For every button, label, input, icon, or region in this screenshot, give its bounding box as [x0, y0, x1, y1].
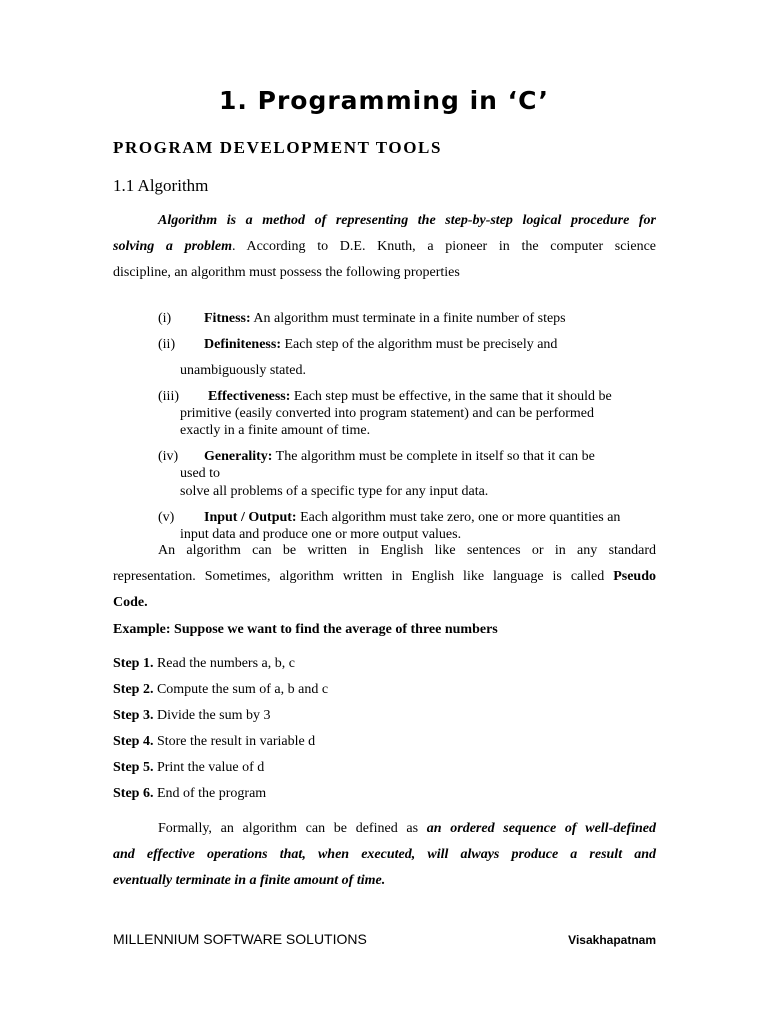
step-item — [113, 760, 264, 776]
formal-lead: Formally, an algorithm can be defined as — [158, 821, 419, 836]
step-label: Step 2. — [113, 682, 154, 697]
step-item — [113, 786, 266, 802]
property-text-continued: input data and produce one or more output values. — [180, 527, 462, 542]
step-label: Step 3. — [113, 708, 154, 723]
list-number: (iii) — [158, 389, 179, 404]
step-text: Divide the sum by 3 — [156, 708, 271, 723]
list-number: (i) — [158, 311, 172, 326]
property-text-continued: solve all problems of a specific type for any input data. — [180, 484, 489, 499]
property-text: Each algorithm must take zero, one or more quantities an — [300, 510, 621, 525]
step-item — [113, 682, 328, 698]
formal-line-1 — [113, 816, 656, 842]
property-text-continued: used to — [180, 466, 221, 481]
property-term: Generality: — [204, 449, 273, 464]
property-term: Effectiveness: — [208, 389, 291, 404]
property-term: Fitness: — [204, 311, 251, 326]
formal-line-2: and effective operations that, when executed, will always produce a result and — [113, 847, 656, 862]
knuth-text: . According to D.E. Knuth, a pioneer in the computer science — [232, 239, 657, 254]
property-text: Each step of the algorithm must be precisely and — [284, 337, 558, 352]
pseudo-line-1: An algorithm can be written in English like sentences or in any standard — [158, 543, 656, 558]
step-text: Compute the sum of a, b and c — [156, 682, 329, 697]
step-text: Read the numbers a, b, c — [156, 656, 295, 671]
step-text: Print the value of d — [156, 760, 265, 775]
property-text: Each step must be effective, in the same that it should be — [293, 389, 612, 404]
solving-a-problem-emphasis: solving a problem — [113, 239, 233, 254]
pseudo-line-2 — [113, 564, 656, 590]
list-number: (v) — [158, 510, 175, 525]
property-text-continued: exactly in a finite amount of time. — [180, 423, 371, 438]
step-label: Step 4. — [113, 734, 154, 749]
intro-line-1 — [113, 208, 656, 234]
property-text-continued: primitive (easily converted into program statement) and can be performed — [180, 406, 595, 421]
step-item — [113, 656, 295, 672]
pseudo-text: representation. Sometimes, algorithm written in English like language is called — [113, 569, 605, 584]
step-label: Step 1. — [113, 656, 154, 671]
step-item — [113, 734, 315, 750]
footer-company: MILLENNIUM SOFTWARE SOLUTIONS — [113, 931, 367, 947]
property-text: An algorithm must terminate in a finite number of steps — [253, 311, 566, 326]
pseudo-term: Pseudo — [613, 569, 657, 584]
property-text: The algorithm must be complete in itself so that it can be — [275, 449, 595, 464]
example-heading: Example: Suppose we want to find the average of three numbers — [113, 622, 498, 637]
subsection-heading: 1.1 Algorithm — [113, 176, 209, 195]
property-term: Definiteness: — [204, 337, 281, 352]
step-label: Step 5. — [113, 760, 154, 775]
step-text: Store the result in variable d — [156, 734, 316, 749]
step-item — [113, 708, 271, 724]
intro-line-3: discipline, an algorithm must possess the following properties — [113, 265, 460, 280]
chapter-title: 1. Programming in ‘C’ — [219, 86, 549, 115]
algorithm-definition: Algorithm is a method of representing the step-by-step logical procedure for — [158, 213, 656, 228]
property-term: Input / Output: — [204, 510, 297, 525]
property-text-continued: unambiguously stated. — [180, 363, 306, 378]
pseudo-term-end: Code. — [113, 595, 148, 610]
list-number: (iv) — [158, 449, 179, 464]
formal-line-3: eventually terminate in a finite amount of time. — [113, 873, 386, 888]
step-label: Step 6. — [113, 786, 154, 801]
list-number: (ii) — [158, 337, 176, 352]
formal-definition: an ordered sequence of well-defined — [426, 821, 656, 836]
step-text: End of the program — [156, 786, 267, 801]
footer-location: Visakhapatnam — [568, 933, 656, 947]
intro-line-2 — [113, 234, 656, 260]
section-heading: PROGRAM DEVELOPMENT TOOLS — [113, 138, 443, 157]
